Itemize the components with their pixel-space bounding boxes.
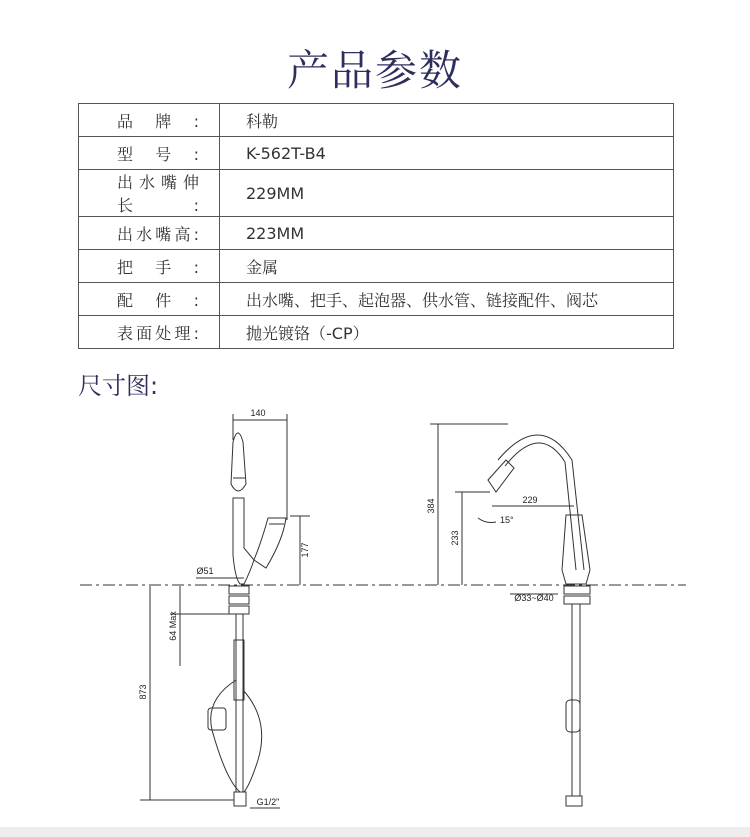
dim-handle-height: 177 — [300, 542, 310, 558]
side-view-faucet — [208, 433, 286, 806]
dim-hole-diameter: Ø33~Ø40 — [514, 593, 554, 603]
spec-value: 科勒 — [220, 104, 674, 137]
spec-row-finish — [79, 316, 674, 349]
spec-value: 229MM — [220, 170, 674, 217]
dimension-drawing — [0, 400, 750, 827]
inlet-fitting — [234, 792, 246, 806]
dim-spray-angle: 15° — [500, 515, 514, 525]
spec-row-spout-height — [79, 217, 674, 250]
dim-total-height: 384 — [426, 498, 436, 514]
page-title: 产品参数 — [286, 46, 463, 95]
spec-label: 品牌: — [117, 111, 199, 131]
spec-label: 配件: — [117, 290, 199, 310]
dim-spout-height: 233 — [450, 530, 460, 546]
dim-inlet-thread: G1/2" — [256, 797, 280, 807]
handle-side — [254, 518, 286, 568]
spout-arc-outer — [498, 435, 584, 570]
spec-row-handle — [79, 250, 674, 283]
spec-value: 金属 — [220, 250, 674, 283]
spec-row-brand — [79, 104, 674, 137]
spec-row-spout-reach — [79, 170, 674, 217]
dim-spout-reach: 229 — [522, 495, 538, 505]
front-view-faucet — [488, 435, 590, 806]
spec-row-model — [79, 137, 674, 170]
faucet-body-side — [233, 498, 254, 584]
spec-value: K-562T-B4 — [220, 137, 674, 170]
spray-head-front — [488, 460, 514, 492]
dim-handle-reach: 140 — [250, 408, 266, 418]
spec-value: 抛光镀铬（-CP） — [220, 316, 674, 349]
spec-row-accessories — [79, 283, 674, 316]
dimensions-heading: 尺寸图: — [78, 372, 159, 400]
spec-table — [78, 103, 674, 349]
spec-label: 出水嘴高: — [117, 224, 199, 244]
bottom-divider — [0, 827, 750, 837]
spec-label: 出水嘴伸长: — [117, 173, 199, 215]
spec-label: 把手: — [117, 257, 199, 277]
spec-value: 223MM — [220, 217, 674, 250]
spec-value: 出水嘴、把手、起泡器、供水管、链接配件、阀芯 — [220, 283, 674, 316]
dim-base-diameter: Ø51 — [196, 566, 214, 576]
spec-label: 型号: — [117, 144, 199, 164]
faucet-body-front — [562, 515, 590, 584]
spec-label: 表面处理: — [117, 323, 199, 343]
dim-deck-thickness: 64 Max — [168, 611, 178, 641]
dim-below-deck: 873 — [138, 684, 148, 700]
spray-head-side — [231, 433, 246, 491]
